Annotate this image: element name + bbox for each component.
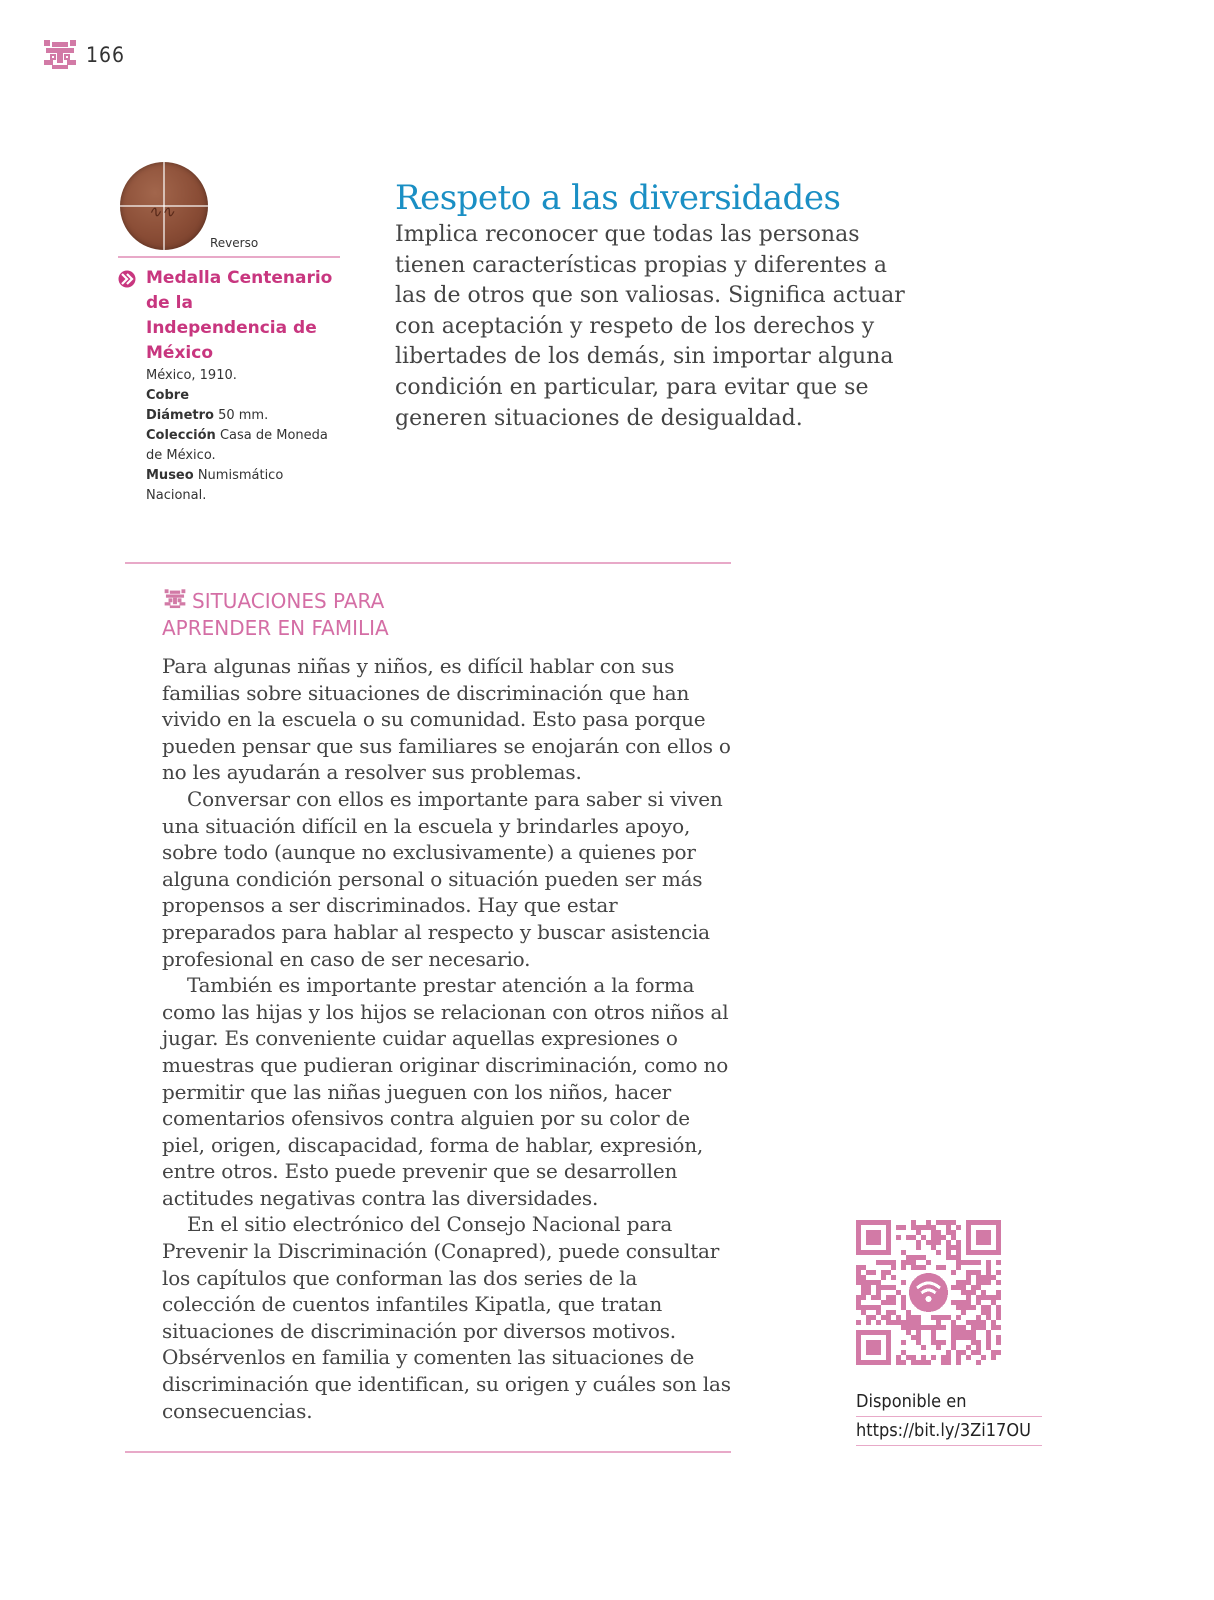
medal-reverse-image: [120, 162, 208, 250]
medal-title: Medalla Centenario de la Independencia de México: [146, 268, 333, 363]
medal-text: [146, 266, 340, 506]
medal-info: [118, 266, 340, 506]
medal-engraving: ∿∿: [148, 202, 175, 221]
family-heading-line1: SITUACIONES PARA: [192, 589, 385, 613]
medal-museum: Museo Numismático Nacional.: [146, 468, 284, 503]
medal-material: Cobre: [146, 388, 190, 403]
available-label: Disponible en: [856, 1388, 1042, 1417]
family-learning-box: [125, 562, 731, 1453]
family-paragraph: Conversar con ellos es importante para saber si viven una situación difícil en la escuela y brindarles apoyo, sobre todo (aunque no exclusivamente) a quienes por alguna condición personal o situación pueden ser más propensos a ser discriminados. Hay que estar preparados para hablar al respecto y buscar asistencia profesional en caso de ser necesario.: [162, 786, 723, 971]
family-paragraph: Para algunas niñas y niños, es difícil hablar con sus familias sobre situaciones de discriminación que han vivido en la escuela o su comunidad. Esto pasa porque pueden pensar que sus familiares se enojarán con ellos o no les ayudarán a resolver sus problemas.: [162, 654, 731, 785]
section-body: Implica reconocer que todas las personas tienen características propias y diferentes a las de otros que son valiosas. Significa actuar con aceptación y respeto de los derechos y libertades de los demás, sin importar alguna condición en particular, para evitar que se generen situaciones de desigualdad.: [395, 222, 905, 431]
image-caption: Reverso: [210, 236, 259, 250]
double-chevron-right-icon: [118, 266, 146, 506]
medal-diameter: Diámetro 50 mm.: [146, 408, 269, 423]
medal-place-date: México, 1910.: [146, 368, 237, 383]
family-paragraph: En el sitio electrónico del Consejo Nacional para Prevenir la Discriminación (Conapred), puede consultar los capítulos que conforman las dos series de la colección de cuentos infantiles Kipatla, que tratan situaciones de discriminación por diversos motivos. Obsérvenlos en familia y comenten las situaciones de discriminación que identifican, su origen y cuáles son las consecuencias.: [162, 1212, 731, 1423]
qr-url-link[interactable]: https://bit.ly/3Zi17OU: [856, 1417, 1042, 1446]
section-title: Respeto a las diversidades: [395, 178, 841, 218]
medal-collection: Colección Casa de Moneda de México.: [146, 428, 328, 463]
glyph-ornament-icon: [162, 588, 188, 616]
family-paragraph: También es importante prestar atención a la forma como las hijas y los hijos se relacionan con otros niños al jugar. Es conveniente cuidar aquellas expresiones o muestras que pudieran originar discriminación, como no permitir que las niñas jueguen con los niños, hacer comentarios ofensivos contra alguien por su color de piel, origen, discapacidad, forma de hablar, expresión, entre otros. Esto puede prevenir que se desarrollen actitudes negativas contra las diversidades.: [162, 973, 729, 1210]
qr-code-icon[interactable]: [856, 1220, 1001, 1365]
glyph-ornament-icon: [42, 38, 78, 72]
family-heading-line2: APRENDER EN FAMILIA: [162, 616, 389, 640]
page-number: 166: [86, 43, 126, 67]
family-heading: [162, 588, 389, 641]
family-body: [162, 653, 732, 1424]
qr-link-block: [856, 1388, 1042, 1446]
page-header: [42, 38, 125, 72]
medal-sidebar: [118, 160, 340, 506]
medal-image-row: [118, 160, 340, 258]
